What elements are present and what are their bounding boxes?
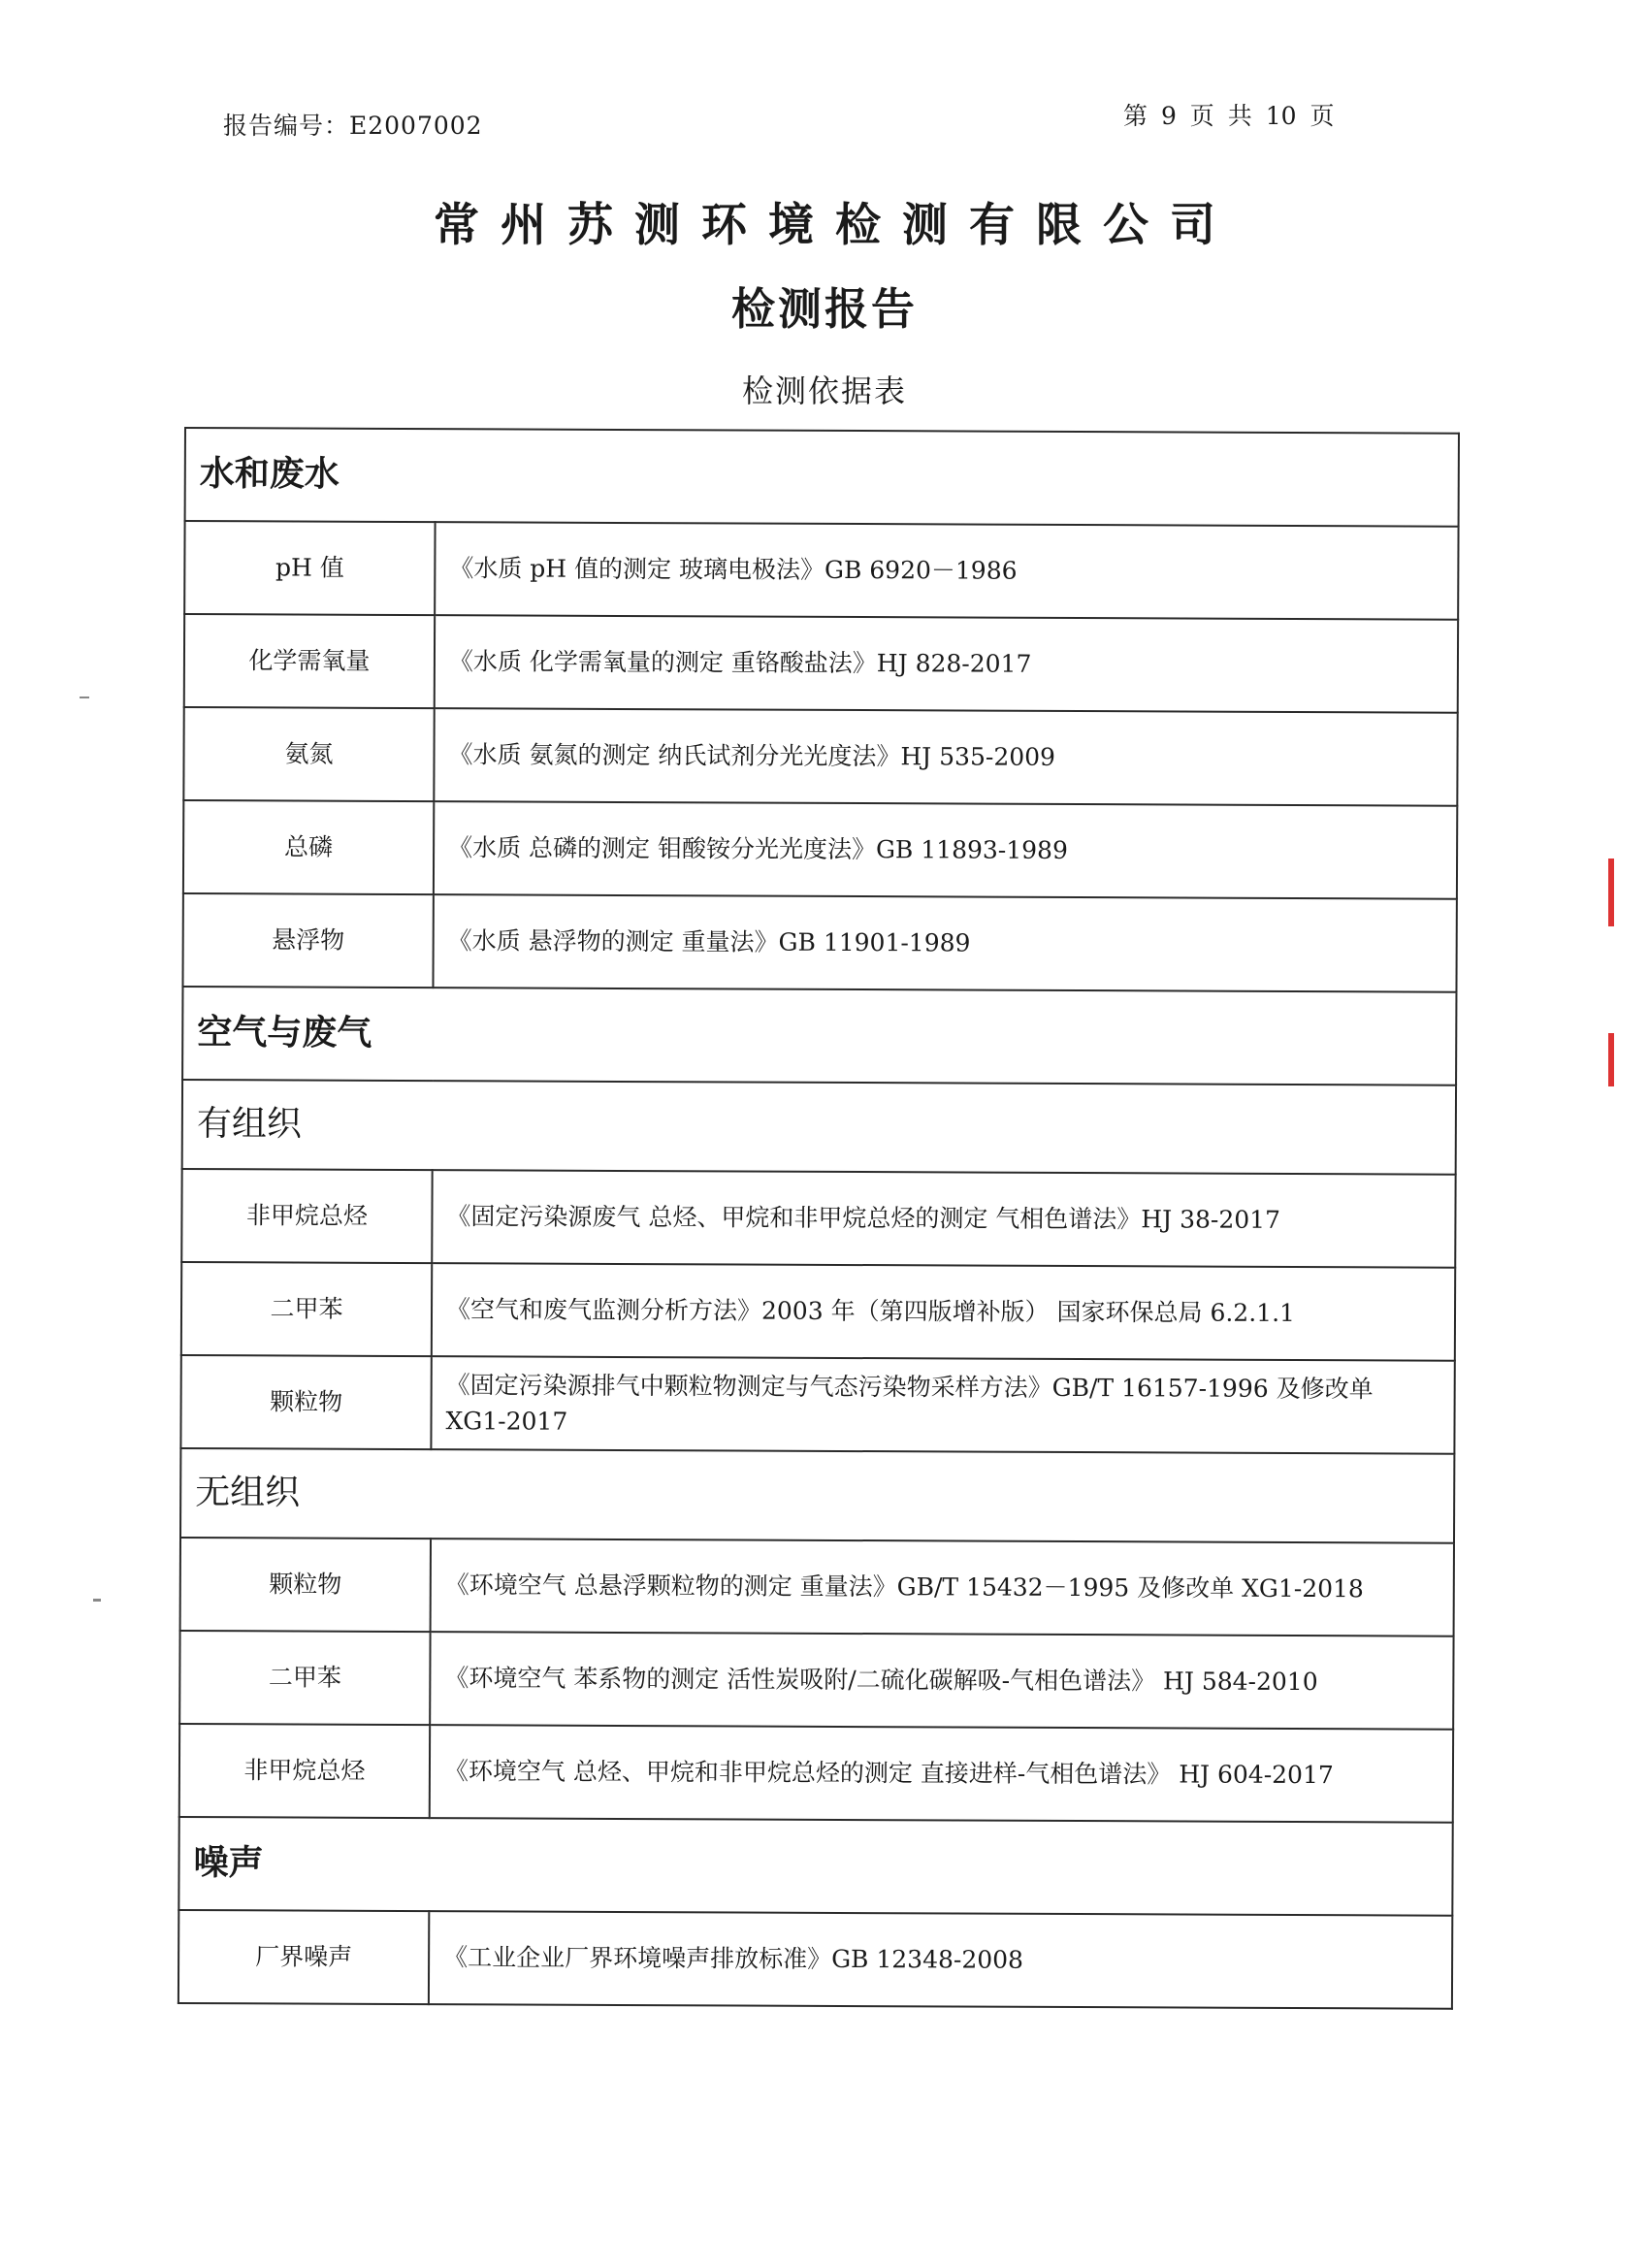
seal-edge-mark xyxy=(1608,1033,1614,1086)
test-item-name: 总磷 xyxy=(183,800,434,894)
table-row xyxy=(184,521,1458,620)
test-item-name: 非甲烷总烃 xyxy=(181,1169,432,1263)
test-method: 《固定污染源废气 总烃、甲烷和非甲烷总烃的测定 气相色谱法》HJ 38-2017 xyxy=(432,1170,1455,1268)
scan-speck xyxy=(80,697,89,698)
test-item-name: 颗粒物 xyxy=(180,1355,431,1449)
scan-speck xyxy=(93,1599,101,1602)
test-method: 《水质 pH 值的测定 玻璃电极法》GB 6920－1986 xyxy=(435,522,1458,620)
subsection-row xyxy=(180,1448,1454,1543)
test-method: 《工业企业厂界环境噪声排放标准》GB 12348-2008 xyxy=(429,1911,1452,2009)
subsection-title: 有组织 xyxy=(182,1080,1456,1175)
test-method: 《环境空气 总烃、甲烷和非甲烷总烃的测定 直接进样-气相色谱法》 HJ 604-2017 xyxy=(430,1725,1453,1823)
test-method: 《水质 化学需氧量的测定 重铬酸盐法》HJ 828-2017 xyxy=(435,615,1458,713)
test-item-name: 二甲苯 xyxy=(181,1262,432,1356)
test-method: 《空气和废气监测分析方法》2003 年（第四版增补版） 国家环保总局 6.2.1.1 xyxy=(432,1263,1455,1361)
table-row xyxy=(180,1355,1454,1454)
section-row xyxy=(182,987,1456,1085)
test-item-name: 厂界噪声 xyxy=(178,1910,429,2004)
test-item-name: 氨氮 xyxy=(183,707,434,801)
seal-edge-mark xyxy=(1608,859,1614,926)
subsection-title: 无组织 xyxy=(180,1448,1454,1543)
table-row xyxy=(181,1169,1455,1268)
table-row xyxy=(184,614,1458,713)
table-row xyxy=(178,1910,1452,2009)
section-title: 空气与废气 xyxy=(182,987,1456,1085)
table-row xyxy=(179,1724,1453,1823)
table-row xyxy=(180,1538,1454,1636)
section-title: 噪声 xyxy=(178,1817,1452,1916)
test-method: 《环境空气 总悬浮颗粒物的测定 重量法》GB/T 15432－1995 及修改单 XG1-2018 xyxy=(431,1539,1454,1636)
section-row xyxy=(185,428,1459,527)
table-title: 检测依据表 xyxy=(741,373,907,409)
test-method: 《水质 总磷的测定 钼酸铵分光光度法》GB 11893-1989 xyxy=(434,801,1457,899)
table-row xyxy=(179,1631,1453,1730)
subsection-row xyxy=(182,1080,1456,1175)
table-row xyxy=(181,1262,1455,1361)
test-method: 《固定污染源排气中颗粒物测定与气态污染物采样方法》GB/T 16157-1996 及修改单 XG1-2017 xyxy=(431,1356,1454,1454)
test-method: 《水质 氨氮的测定 纳氏试剂分光光度法》HJ 535-2009 xyxy=(434,708,1457,806)
test-item-name: 非甲烷总烃 xyxy=(179,1724,430,1818)
table-row xyxy=(183,707,1457,806)
table-row xyxy=(182,893,1456,992)
company-name: 常州苏测环境检测有限公司 xyxy=(434,199,1237,252)
test-method: 《环境空气 苯系物的测定 活性炭吸附/二硫化碳解吸-气相色谱法》 HJ 584-2010 xyxy=(430,1632,1453,1730)
test-item-name: 颗粒物 xyxy=(180,1538,431,1632)
basis-table xyxy=(178,427,1460,2010)
section-title: 水和废水 xyxy=(185,428,1459,527)
page-indicator: 第 9 页 共 10 页 xyxy=(1123,102,1335,130)
section-row xyxy=(178,1817,1452,1916)
test-item-name: 悬浮物 xyxy=(182,893,433,988)
test-item-name: pH 值 xyxy=(184,521,435,615)
report-title: 检测报告 xyxy=(730,283,918,335)
test-method: 《水质 悬浮物的测定 重量法》GB 11901-1989 xyxy=(433,894,1456,992)
table-row xyxy=(183,800,1457,899)
test-item-name: 化学需氧量 xyxy=(184,614,435,708)
report-number: 报告编号：E2007002 xyxy=(223,112,483,140)
test-item-name: 二甲苯 xyxy=(179,1631,430,1725)
